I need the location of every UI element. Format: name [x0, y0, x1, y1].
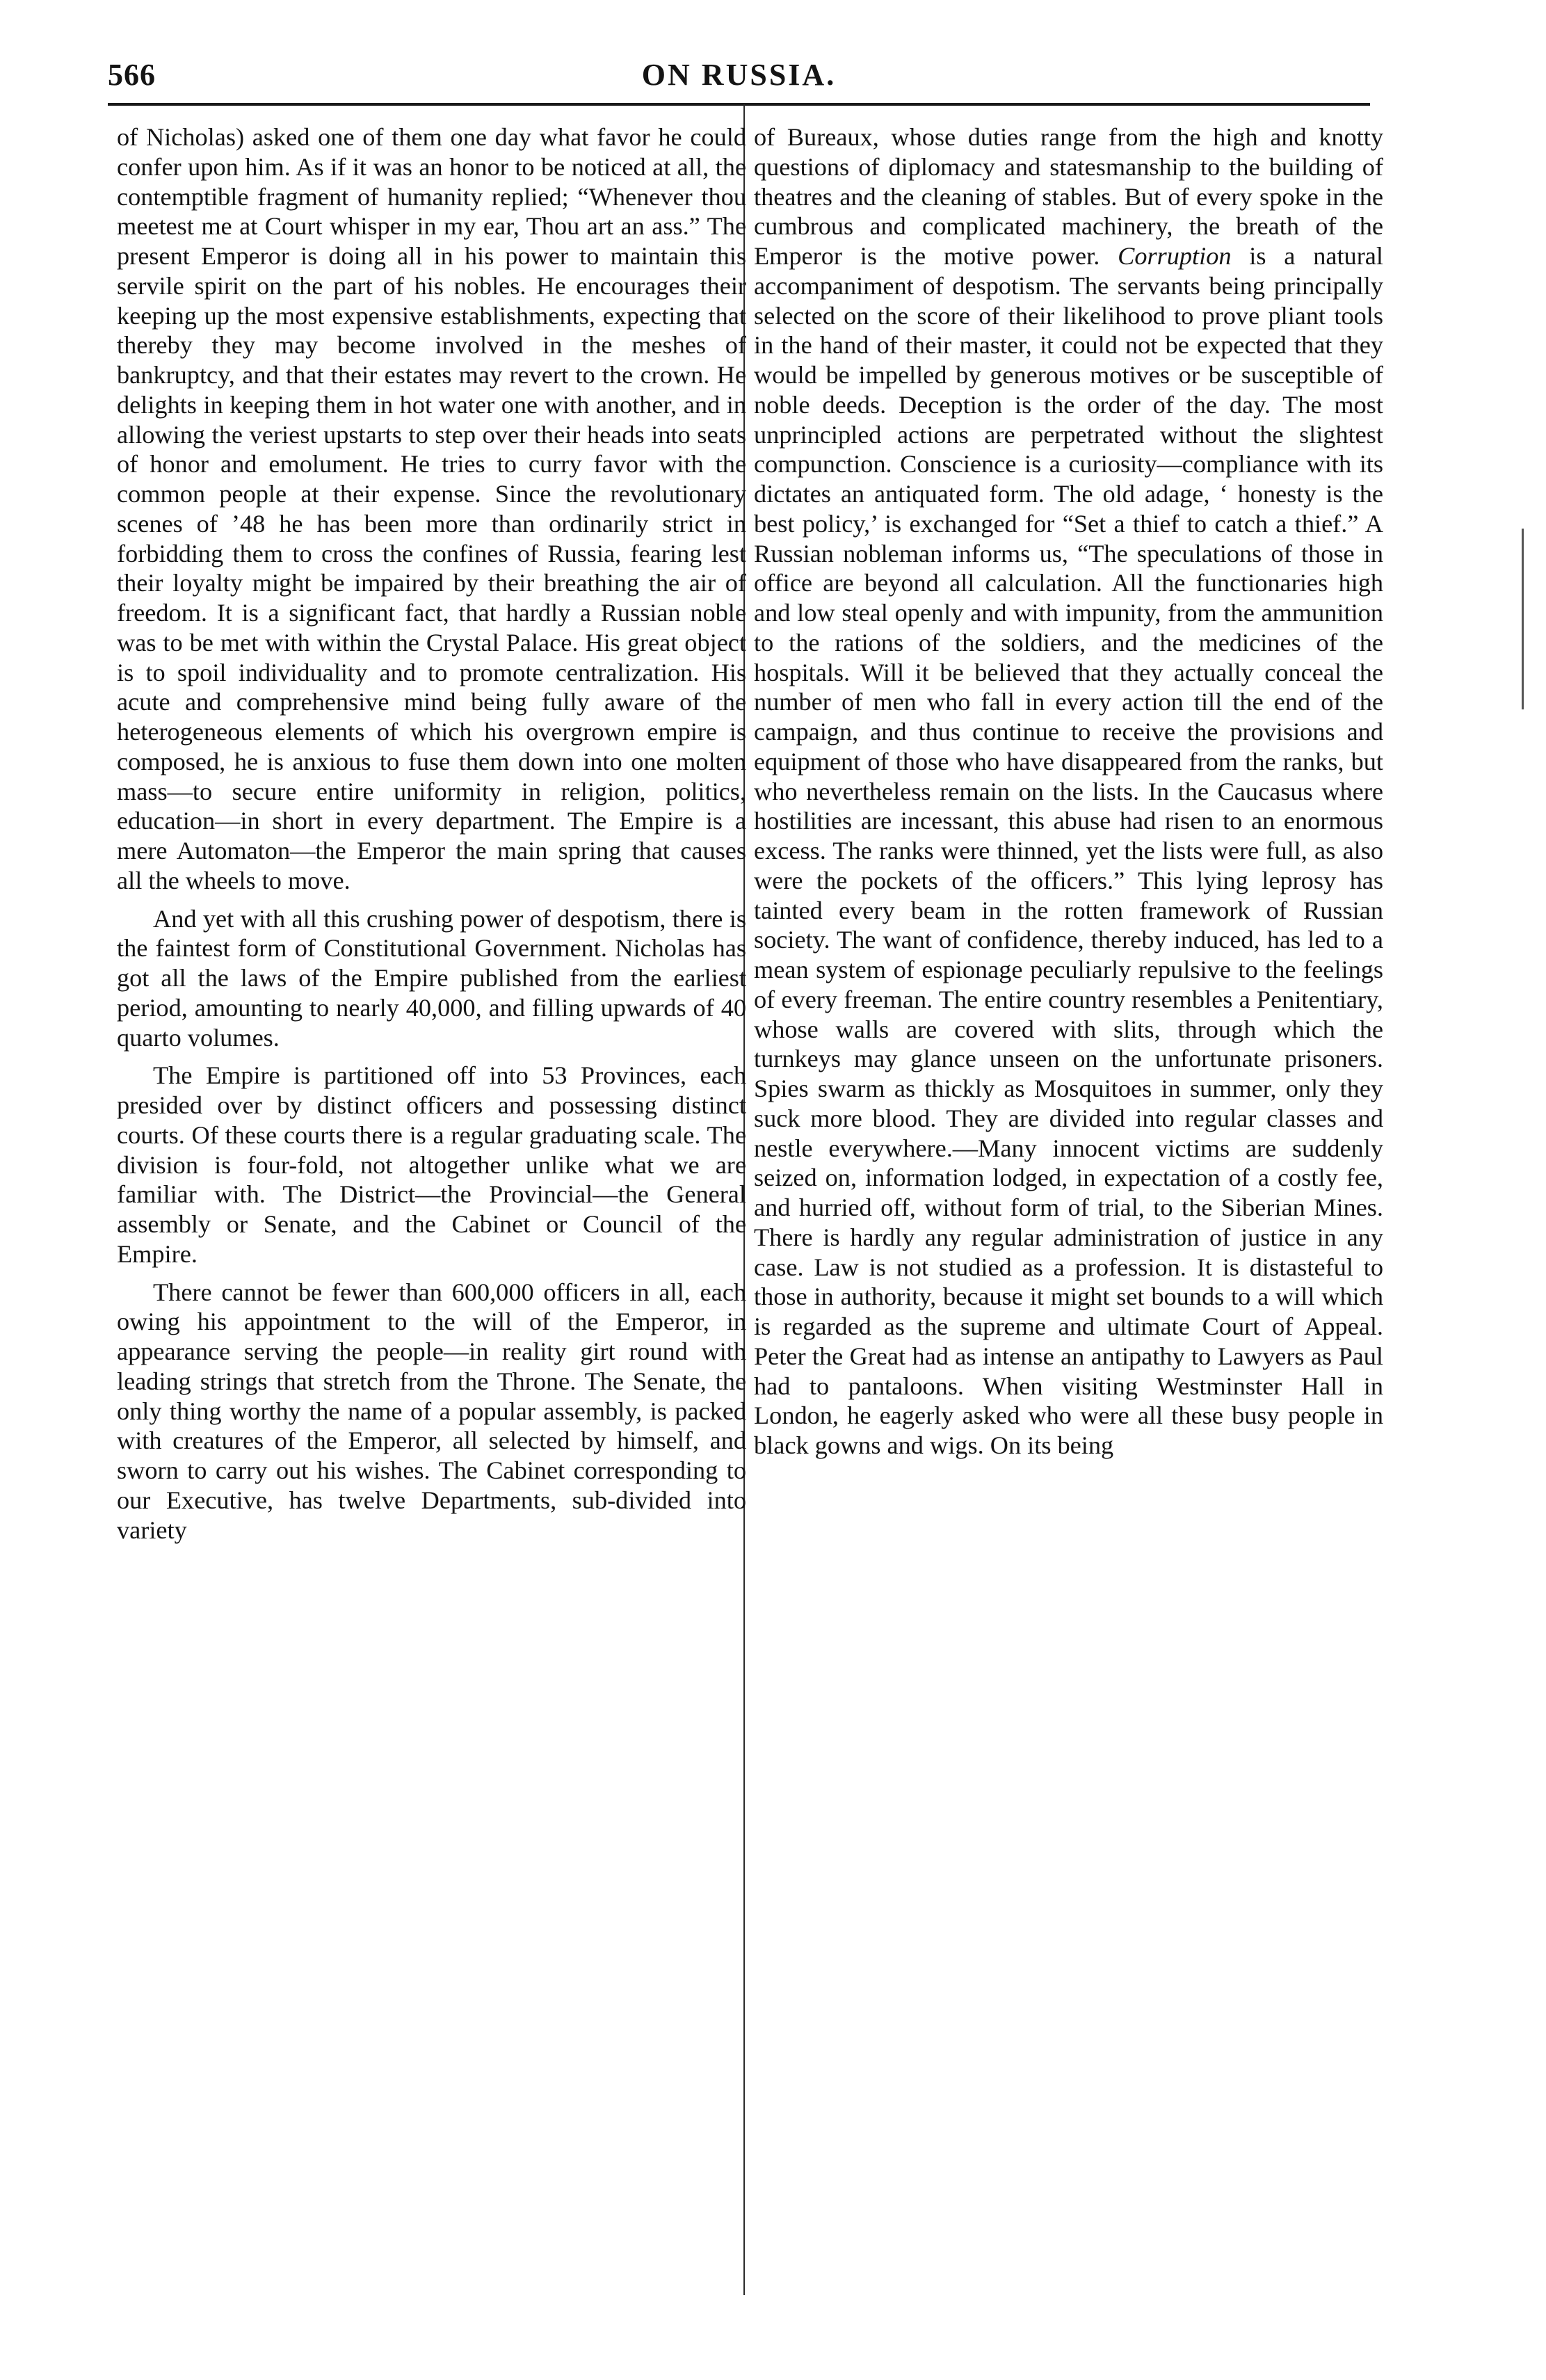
right-paragraph-1-start: of Bureaux, whose duties range from the high and knotty questions of diplomacy and statesmanship to the building of theatres and the cleaning of stables. But of every spoke in the cumbrous and complicated machinery, the breath of the Emperor is the motive power. [754, 123, 1383, 270]
left-column [117, 122, 746, 1545]
page-number: 566 [108, 58, 156, 92]
header-rule [108, 103, 1370, 106]
left-paragraph-1: of Nicholas) asked one of them one day what favor he could confer upon him. As if it was an honor to be noticed at all, the contemptible fragment of humanity replied; “Whenever thou meetest me at Court whisper in my ear, Thou art an ass.” The present Emperor is doing all in his power to maintain this servile spirit on the part of his nobles. He encourages their keeping up the most expensive establishments, expecting that thereby they may become involved in the meshes of bankruptcy, and that their estates may revert to the crown. He delights in keeping them in hot water one with another, and in allowing the veriest upstarts to step over their heads into seats of honor and emolument. He tries to curry favor with the common people at their expense. Since the revolutionary scenes of ’48 he has been more than ordinarily strict in forbidding them to cross the confines of Russia, fearing lest their loyalty might be impaired by their breathing the air of freedom. It is a significant fact, that hardly a Russian noble was to be met with within the Crystal Palace. His great object is to spoil individuality and to promote centralization. His acute and comprehensive mind being fully aware of the heterogeneous elements of which his overgrown empire is composed, he is anxious to fuse them down into one molten mass—to secure entire uniformity in religion, politics, education—in short in every department. The Empire is a mere Automaton—the Emperor the main spring that causes all the wheels to move. [117, 123, 746, 894]
right-column [754, 122, 1383, 1461]
right-paragraph-1 [754, 122, 1383, 1461]
left-paragraph-3: The Empire is partitioned off into 53 Provinces, each presided over by distinct officers and possessing distinct courts. Of these courts there is a regular graduating scale. The division is four-fold, not altogether unlike what we are familiar with. The District—the Provincial—the General assembly or Senate, and the Cabinet or Council of the Empire. [117, 1061, 746, 1268]
right-paragraph-1-rest: is a natural accompaniment of despotism. The servants being principally selected on the score of their likelihood to prove pliant tools in the hand of their master, it could not be expected that they would be impelled by generous motives or be susceptible of noble deeds. Deception is the order of the day. The most unprincipled actions are perpetrated without the slightest compunction. Conscience is a curiosity—compliance with its dictates an antiquated form. The old adage, ‘ honesty is the best policy,’ is exchanged for “Set a thief to catch a thief.” A Russian nobleman informs us, “The speculations of those in office are beyond all calculation. All the functionaries high and low steal openly and with impunity, from the ammunition to the rations of the soldiers, and the medicines of the hospitals. Will it be believed that they actually conceal the number of men who fall in every action till the end of the campaign, and thus continue to receive the provisions and equipment of those who have disappeared from the ranks, but who nevertheless remain on the lists. In the Caucasus where hostilities are incessant, this abuse had risen to an enormous excess. The ranks were thinned, yet the lists were full, as also were the pockets of the officers.” This lying leprosy has tainted every beam in the rotten framework of Russian society. The want of confidence, thereby induced, has led to a mean system of espionage peculiarly repulsive to the feelings of every freeman. The entire country resembles a Penitentiary, whose walls are covered with slits, through which the turnkeys may glance unseen on the unfortunate prisoners. Spies swarm as thickly as Mosquitoes in summer, only they suck more blood. They are divided into regular classes and nestle everywhere.—Many innocent victims are suddenly seized on, information lodged, in expectation of a costly fee, and hurried off, without form of trial, to the Siberian Mines. There is hardly any regular administration of justice in any case. Law is not studied as a profession. It is distasteful to those in authority, because it might set bounds to a will which is regarded as the supreme and ultimate Court of Appeal. Peter the Great had as intense an antipathy to Lawyers as Paul had to pantaloons. When visiting Westminster Hall in London, he eagerly asked who were all these busy people in black gowns and wigs. On its being [754, 242, 1383, 1459]
running-head: ON RUSSIA. [641, 58, 837, 92]
left-paragraph-4: There cannot be fewer than 600,000 officers in all, each owing his appointment to the will of the Emperor, in appearance serving the people—in reality girt round with leading strings that stretch from the Throne. The Senate, the only thing worthy the name of a popular assembly, is packed with creatures of the Emperor, all selected by himself, and sworn to carry out his wishes. The Cabinet corresponding to our Executive, has twelve Departments, sub-divided into variety [117, 1278, 746, 1544]
left-paragraph-2: And yet with all this crushing power of despotism, there is the faintest form of Constitutional Government. Nicholas has got all the laws of the Empire published from the earliest period, amounting to nearly 40,000, and filling upwards of 40 quarto volumes. [117, 904, 746, 1052]
corruption-italic: Corruption [1118, 242, 1232, 270]
page-header [108, 50, 1370, 99]
margin-mark [1522, 529, 1524, 709]
